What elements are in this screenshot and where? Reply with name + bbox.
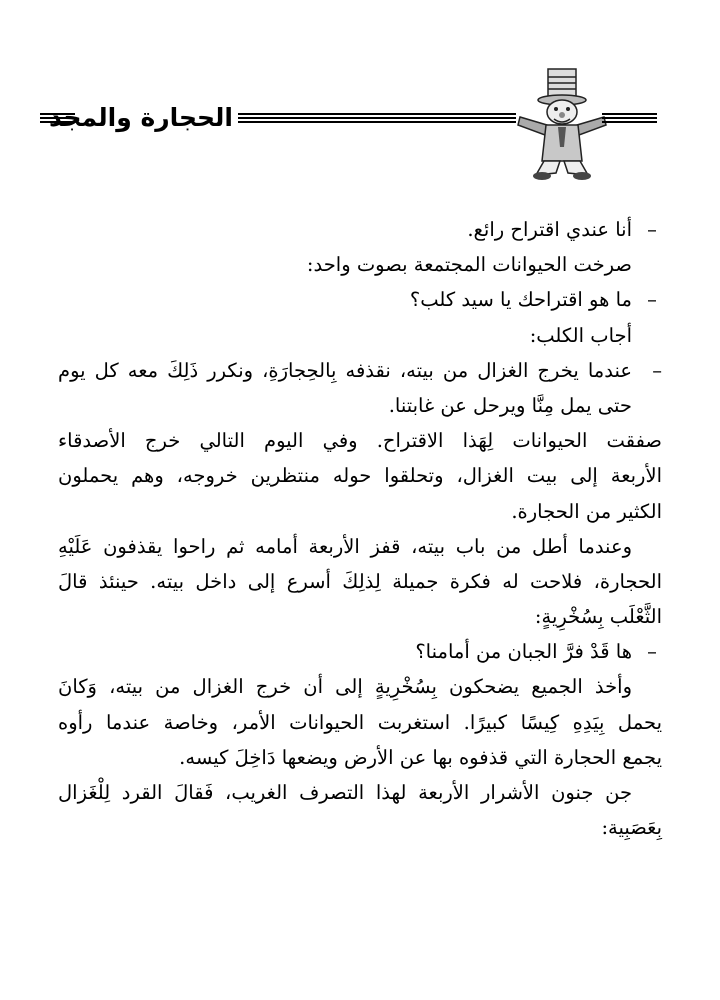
text-line: [58, 564, 662, 599]
text-line: [58, 318, 662, 353]
text-line-content: ما هو اقتراحك يا سيد كلب؟: [409, 288, 632, 312]
text-line: [58, 529, 662, 564]
story-text: [58, 212, 662, 845]
text-line-content: بِعَصَبِية:: [601, 816, 662, 840]
chapter-title: الحجارة والمجد: [49, 103, 233, 132]
text-line-content: وعندما أطل من باب بيته، قفز الأربعة أمامه ثم راحوا يقذفون عَلَيْهِ: [58, 534, 632, 558]
clown-mascot-icon: [512, 65, 612, 183]
text-line: [58, 775, 662, 810]
text-line: [58, 669, 662, 704]
text-line: [58, 494, 662, 529]
text-line: [58, 388, 662, 423]
text-line: [58, 423, 662, 458]
dialogue-dash: –: [647, 288, 657, 312]
text-line: [58, 810, 662, 845]
dialogue-dash: –: [652, 358, 662, 382]
text-line-content: الأربعة إلى بيت الغزال، وتحلقوا حوله منتظرين خروجه، وهم يحملون: [58, 464, 662, 488]
dialogue-dash: –: [647, 218, 657, 241]
text-line-content: صرخت الحيوانات المجتمعة بصوت واحد:: [306, 253, 632, 277]
text-line: [58, 740, 662, 775]
text-line-content: ها قَدْ فرَّ الجبان من أمامنا؟: [415, 640, 632, 664]
text-line: [58, 282, 662, 317]
page-header: [0, 70, 720, 180]
text-line: [58, 458, 662, 493]
decorative-rule-right: [602, 113, 657, 127]
text-line-content: أجاب الكلب:: [529, 323, 632, 347]
text-line-content: صفقت الحيوانات لِهَذا الاقتراح. وفي اليوم التالي خرج الأصدقاء: [58, 429, 662, 453]
text-line-content: أنا عندي اقتراح رائع.: [467, 218, 632, 241]
text-line-content: الثَّعْلَب بِسُخْرِيةٍ:: [534, 605, 662, 629]
text-line: [58, 212, 662, 247]
dialogue-dash: –: [647, 640, 657, 664]
text-line: [58, 353, 662, 388]
text-line-content: يحمل بِيَدِهِ كِيسًا كبيرًا. استغربت الحيوانات الأمر، وخاصة عندما رأوه: [58, 710, 662, 734]
text-line-content: الكثير من الحجارة.: [511, 499, 662, 523]
text-line: [58, 247, 662, 282]
text-line-content: حتى يمل مِنَّا ويرحل عن غابتنا.: [388, 393, 632, 417]
text-line-content: جن جنون الأشرار الأربعة لهذا التصرف الغريب، فَقالَ القرد لِلْغَزال: [58, 781, 632, 804]
text-line-content: الحجارة، فلاحت له فكرة جميلة لِذلِكَ أسرع إلى داخل بيته. حينئذ قالَ: [58, 569, 662, 593]
text-line: [58, 599, 662, 634]
decorative-rule-middle: [238, 113, 516, 127]
text-line-content: يجمع الحجارة التي قذفوه بها عن الأرض ويضعها دَاخِلَ كيسه.: [179, 745, 662, 769]
text-line: [58, 634, 662, 669]
text-line-content: عندما يخرج الغزال من بيته، نقذفه بِالحِجارَةِ، ونكرر ذَلِكَ معه كل يوم: [58, 358, 632, 382]
text-line: [58, 705, 662, 740]
text-line-content: وأخذ الجميع يضحكون بِسُخْرِيةٍ إلى أن خرج الغزال من بيته، وَكانَ: [58, 675, 632, 699]
